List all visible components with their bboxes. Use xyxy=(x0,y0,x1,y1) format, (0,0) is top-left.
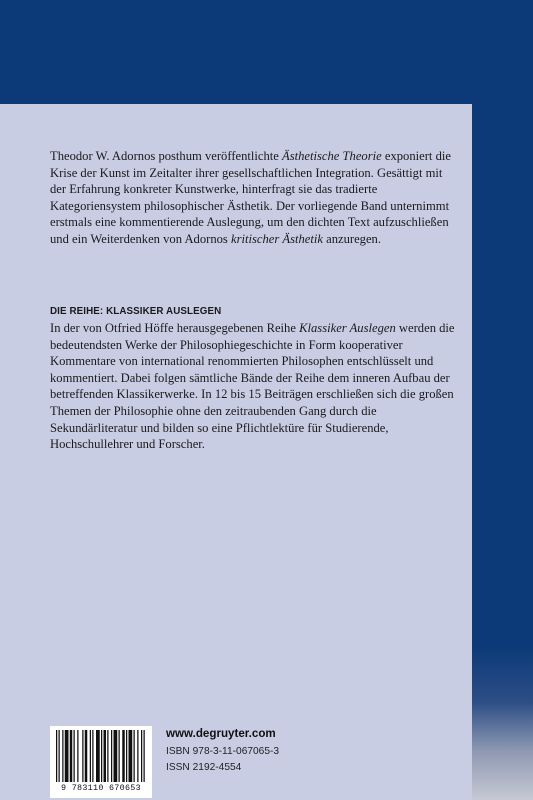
blurb-text-1: Theodor W. Adornos posthum veröffentlichte xyxy=(50,149,283,163)
series-description xyxy=(50,320,466,453)
blurb-text-2: exponiert die Krise der Kunst im Zeitalter ihrer gesellschaftlichen Integration. Gesättigt mit der Erfahrung konkreter Kunstwerke, hinterfragt sie das tradierte Kategoriensystem philosophischer Ästhetik. Der vorliegende Band unternimmt erstmals eine kommentierende Auslegung, um den dichten Text aufzuschließen und ein Weiterdenken von Adornos xyxy=(50,149,451,246)
series-text-1: In der von Otfried Höffe herausgegebenen Reihe xyxy=(50,321,300,335)
series-text-2: werden die bedeutendsten Werke der Philosophiegeschichte in Form kooperativer Kommentare von international renommierten Philosophen entschlüsselt und kommentiert. Dabei folgen sämtliche Bände der Reihe dem inneren Aufbau der betreffenden Klassikerwerke. In 12 bis 15 Beiträgen erschließen sich die großen Themen der Philosophie ohne den zeitraubenden Gang durch die Sekundärliteratur und bilden so eine Pflichtlektüre für Studierende, Hochschullehrer und Forscher. xyxy=(50,321,455,452)
issn-number: ISSN 2192-4554 xyxy=(166,762,242,773)
cover-right-strip xyxy=(472,104,533,800)
cover-top-band xyxy=(0,0,533,104)
barcode-digits: 9 783110 670653 xyxy=(61,783,141,793)
book-blurb xyxy=(50,148,460,248)
publisher-url[interactable]: www.degruyter.com xyxy=(166,727,276,740)
series-heading: DIE REIHE: KLASSIKER AUSLEGEN xyxy=(50,306,222,317)
blurb-term-italic: kritischer Ästhetik xyxy=(230,231,323,246)
blurb-text-3: anzuregen. xyxy=(322,231,382,246)
isbn-number: ISBN 978-3-11-067065-3 xyxy=(166,746,280,757)
series-name-italic: Klassiker Auslegen xyxy=(299,321,396,335)
isbn-barcode xyxy=(50,726,152,798)
blurb-title-italic: Ästhetische Theorie xyxy=(282,149,382,163)
